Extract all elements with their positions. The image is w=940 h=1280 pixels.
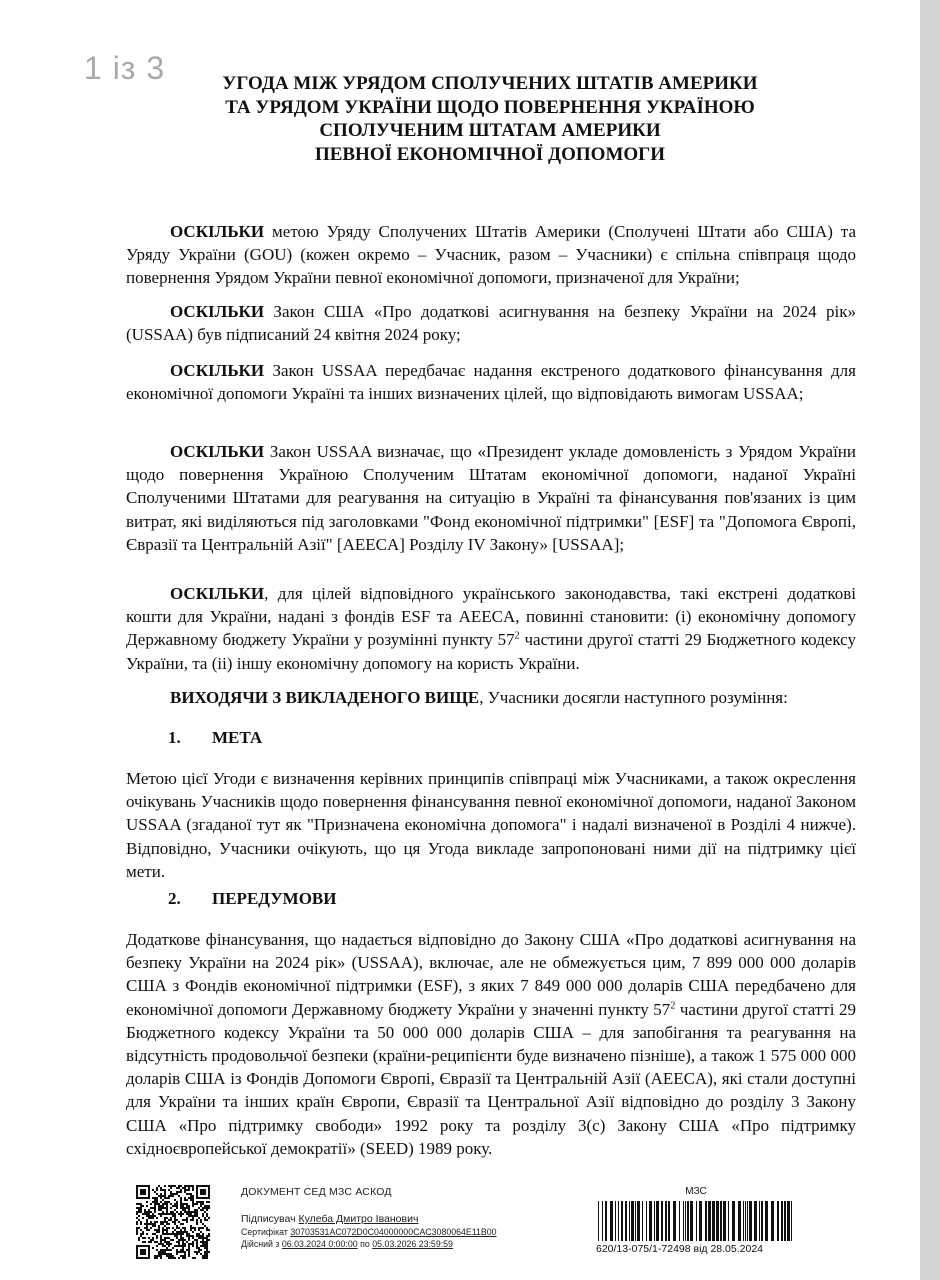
- section-text: Метою цієї Угоди є визначення керівних принципів співпраці між Учасниками, а також окреслення очікувань Учасників щодо повернення фінансування певної економічної допомоги, наданої Законом USSAA (згаданої тут як "Призначена економічна допомога" і надалі визначеної в Розділі 4 нижче). Відповідно, Учасники очікують, що ця Угода викладе запропоновані ними дії на підтримку цієї мети.: [126, 769, 856, 881]
- organization-label: МЗС: [685, 1186, 707, 1197]
- validity-line: [241, 1239, 497, 1249]
- registration-number: 620/13-075/1-72498 від 28.05.2024: [596, 1243, 764, 1255]
- whereas-text: Закон USSAA передбачає надання екстреного додаткового фінансування для економічної допомоги Україні та інших визначених цілей, що відповідають вимогам USSAA;: [126, 361, 856, 404]
- whereas-text: частини другої статті 29 Бюджетного кодексу України, та (ii) іншу економічну допомогу на користь України.: [126, 630, 856, 673]
- whereas-lead: ОСКІЛЬКИ: [170, 361, 265, 380]
- title-line: СПОЛУЧЕНИМ ШТАТАМ АМЕРИКИ: [319, 120, 661, 141]
- whereas-text: Закон США «Про додаткові асигнування на безпеку України на 2024 рік» (USSAA) був підписаний 24 квітня 2024 року;: [126, 302, 856, 345]
- certificate-line: [241, 1227, 497, 1237]
- whereas-paragraph-3: [126, 359, 856, 405]
- title-line: ПЕВНОЇ ЕКОНОМІЧНОЇ ДОПОМОГИ: [314, 143, 666, 165]
- whereas-text: Закон USSAA визначає, що «Президент укладе домовленість з Урядом України щодо повернення Україною Сполученим Штатам економічної допомоги, наданої Україні Сполученими Штатами для реагування на ситуацію в Україні та фінансування пов'язаних із цим витрат, які виділяються під заголовками "Фонд економічної підтримки" [ESF] та "Допомога Європі, Євразії та Центральній Азії" [AEECA] Розділу IV Закону» [USSAA];: [126, 442, 856, 554]
- title-line: УГОДА МІЖ УРЯДОМ СПОЛУЧЕНИХ ШТАТІВ АМЕРИКИ: [222, 73, 758, 94]
- registration-block: [596, 1186, 800, 1255]
- whereas-paragraph-1: [126, 220, 856, 290]
- whereas-text: , для цілей відповідного українського законодавства, такі екстрені додаткові кошти для України, надані з фондів ESF та AEECA, повинні становити: (i) економічну допомогу Державному бюджету України у розумінні пункту 57: [126, 584, 856, 650]
- section-number: 2.: [168, 889, 181, 908]
- preamble-closing: [126, 686, 856, 709]
- page-edge-shadow: [920, 0, 940, 1280]
- title-line: ТА УРЯДОМ УКРАЇНИ ЩОДО ПОВЕРНЕННЯ УКРАЇНОЮ: [225, 96, 755, 118]
- whereas-paragraph-2: [126, 300, 856, 346]
- section-title: ПЕРЕДУМОВИ: [212, 889, 337, 908]
- section-title: МЕТА: [212, 728, 263, 747]
- signature-details: [241, 1186, 497, 1249]
- qr-code: [136, 1185, 210, 1259]
- document-title: [200, 72, 780, 166]
- signature-footer: [0, 1180, 920, 1260]
- whereas-lead: ОСКІЛЬКИ: [170, 222, 265, 241]
- valid-from: 06.03.2024 0:00:00: [281, 1239, 358, 1249]
- signer-label: Підписувач: [241, 1213, 296, 1225]
- valid-to-label: по: [360, 1239, 370, 1249]
- signer-line: [241, 1213, 497, 1225]
- whereas-lead: ОСКІЛЬКИ: [170, 442, 265, 461]
- whereas-lead: ОСКІЛЬКИ: [170, 302, 265, 321]
- doc-system-label: ДОКУМЕНТ СЕД МЗС АСКОД: [241, 1186, 392, 1198]
- section-heading-1: [168, 728, 262, 748]
- signer-name: Кулеба Дмитро Іванович: [298, 1213, 419, 1225]
- section-text: частини другої статті 29 Бюджетного кодексу України та 50 000 000 доларів США – для запобігання та реагування на відсутність продовольчої безпеки (країни-реципієнти буде визначено пізніше), а також 1 575 000 000 доларів США із Фондів Допомоги Європі, Євразії та Центральній Азії (AEECA), які стали доступні для України та інших країн Європи, Євразії та Центральної Азії відповідно до розділу 3 Закону США «Про підтримку свободи» 1992 року та розділу 3(c) Закону США «Про підтримку східноєвропейської демократії» (SEED) 1989 року.: [126, 999, 856, 1158]
- valid-to: 05.03.2026 23:59:59: [372, 1239, 453, 1249]
- preamble-text: , Учасники досягли наступного розуміння:: [479, 688, 788, 707]
- whereas-paragraph-4: [126, 440, 856, 556]
- footnote-superscript: 2: [514, 630, 520, 642]
- section-body-1: [126, 767, 856, 883]
- section-heading-2: [168, 889, 337, 909]
- section-text: Додаткове фінансування, що надається відповідно до Закону США «Про додаткові асигнування на безпеку України на 2024 рік» (USSAA), включає, але не обмежується цим, 7 899 000 000 доларів США з Фондів економічної підтримки (ESF), з яких 7 849 000 000 доларів США передбачено для економічної допомоги Державному бюджету України у значенні пункту 57: [126, 930, 856, 1019]
- whereas-paragraph-5: [126, 582, 856, 675]
- barcode: [596, 1201, 796, 1241]
- validity-label: Дійсний з: [241, 1239, 280, 1249]
- whereas-lead: ОСКІЛЬКИ: [170, 584, 265, 603]
- certificate-value: 30703531AC072D0C04000000CAC3080064E11B00: [290, 1227, 497, 1237]
- footnote-superscript: 2: [670, 999, 676, 1011]
- whereas-text: метою Уряду Сполучених Штатів Америки (Сполучені Штати або США) та Уряду України (GOU) (кожен окремо – Учасник, разом – Учасники) є спільна співпраця щодо повернення Урядом України певної економічної допомоги, призначеної для України;: [126, 222, 856, 288]
- certificate-label: Сертифікат: [241, 1227, 288, 1237]
- section-number: 1.: [168, 728, 181, 747]
- preamble-lead: ВИХОДЯЧИ З ВИКЛАДЕНОГО ВИЩЕ: [170, 688, 480, 707]
- section-body-2: [126, 928, 856, 1160]
- page-counter: 1 із 3: [84, 50, 166, 86]
